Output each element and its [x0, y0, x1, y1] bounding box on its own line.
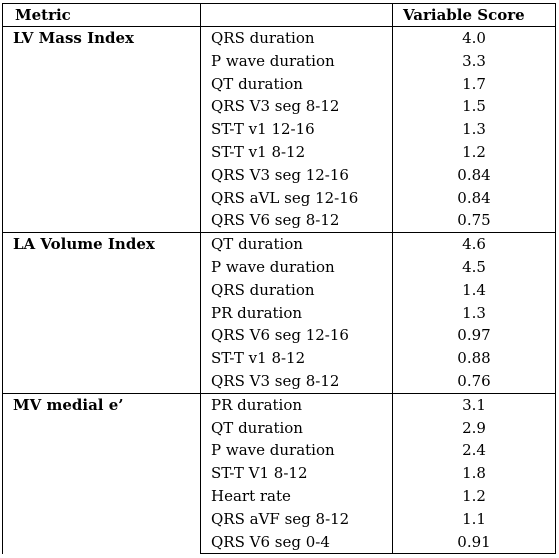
variable-cell: QRS duration — [201, 279, 393, 302]
score-cell: 1.8 — [393, 462, 556, 485]
score-cell: 0.84 — [393, 164, 556, 187]
score-cell: 0.76 — [393, 370, 556, 393]
header-variable — [201, 4, 393, 27]
variable-cell: ST-T v1 8-12 — [201, 141, 393, 164]
variable-cell: Heart rate — [201, 485, 393, 508]
variable-cell: PR duration — [201, 302, 393, 325]
table-row — [3, 393, 556, 416]
metric-cell: LA Volume Index — [3, 233, 201, 394]
table-row — [3, 27, 556, 50]
variable-cell: QRS aVL seg 12-16 — [201, 187, 393, 210]
header-variable-score: Variable Score — [393, 4, 556, 27]
table-row — [3, 233, 556, 256]
variable-cell: ST-T V1 8-12 — [201, 462, 393, 485]
variable-cell: QRS V3 seg 12-16 — [201, 164, 393, 187]
variable-cell: QRS aVF seg 8-12 — [201, 508, 393, 531]
score-cell: 0.91 — [393, 531, 556, 554]
score-cell: 1.2 — [393, 141, 556, 164]
score-cell: 1.3 — [393, 302, 556, 325]
metric-cell: LV Mass Index — [3, 27, 201, 233]
variable-cell: QRS V6 seg 0-4 — [201, 531, 393, 554]
score-cell: 1.3 — [393, 118, 556, 141]
score-cell: 2.4 — [393, 439, 556, 462]
score-cell: 0.97 — [393, 324, 556, 347]
score-cell: 0.75 — [393, 209, 556, 232]
variable-cell: PR duration — [201, 393, 393, 416]
score-cell: 0.84 — [393, 187, 556, 210]
score-cell: 4.0 — [393, 27, 556, 50]
variable-cell: ST-T v1 8-12 — [201, 347, 393, 370]
table-body — [3, 27, 556, 554]
score-cell: 4.5 — [393, 256, 556, 279]
variable-cell: QT duration — [201, 417, 393, 440]
variable-cell: QRS V3 seg 8-12 — [201, 95, 393, 118]
score-cell: 1.1 — [393, 508, 556, 531]
header-metric: Metric — [3, 4, 201, 27]
metric-cell: MV medial e’ — [3, 393, 201, 554]
variable-cell: QRS duration — [201, 27, 393, 50]
variable-score-table — [2, 3, 556, 554]
variable-cell: P wave duration — [201, 50, 393, 73]
score-cell: 1.7 — [393, 73, 556, 96]
score-cell: 4.6 — [393, 233, 556, 256]
variable-cell: QT duration — [201, 73, 393, 96]
variable-cell: ST-T v1 12-16 — [201, 118, 393, 141]
score-cell: 1.2 — [393, 485, 556, 508]
score-cell: 2.9 — [393, 417, 556, 440]
variable-cell: QRS V6 seg 12-16 — [201, 324, 393, 347]
header-row — [3, 4, 556, 27]
variable-cell: P wave duration — [201, 256, 393, 279]
variable-cell: P wave duration — [201, 439, 393, 462]
score-cell: 1.5 — [393, 95, 556, 118]
table-header — [3, 4, 556, 27]
score-cell: 3.3 — [393, 50, 556, 73]
score-cell: 0.88 — [393, 347, 556, 370]
score-cell: 1.4 — [393, 279, 556, 302]
variable-cell: QRS V3 seg 8-12 — [201, 370, 393, 393]
variable-cell: QRS V6 seg 8-12 — [201, 209, 393, 232]
variable-cell: QT duration — [201, 233, 393, 256]
score-cell: 3.1 — [393, 393, 556, 416]
